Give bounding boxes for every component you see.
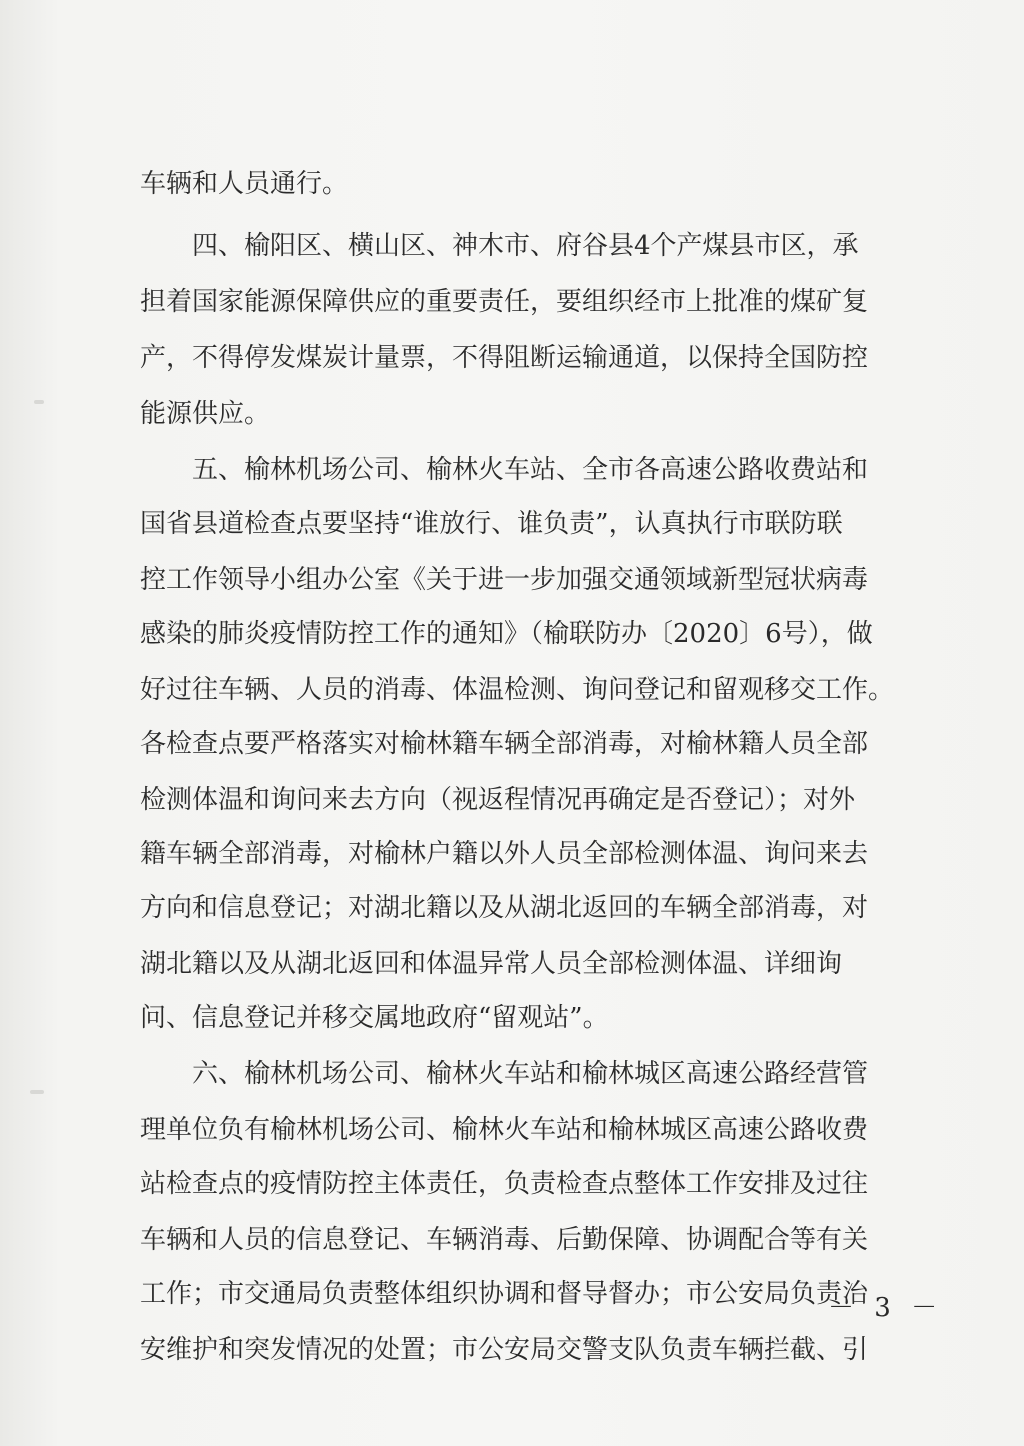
text-line: 车辆和人员的信息登记、车辆消毒、后勤保障、协调配合等有关 [140,1225,869,1255]
text-line: 理单位负有榆林机场公司、榆林火车站和榆林城区高速公路收费 [140,1115,869,1145]
text-line: 工作；市交通局负责整体组织协调和督导督办；市公安局负责治 [140,1279,869,1309]
text-line: 站检查点的疫情防控主体责任，负责检查点整体工作安排及过往 [140,1169,869,1199]
paragraph-start-line: 五、榆林机场公司、榆林火车站、全市各高速公路收费站和 [192,455,869,485]
text-line: 控工作领导小组办公室《关于进一步加强交通领域新型冠状病毒 [140,565,869,595]
text-line: 车辆和人员通行。 [140,169,349,199]
text-line: 方向和信息登记；对湖北籍以及从湖北返回的车辆全部消毒，对 [140,893,869,923]
text-line: 能源供应。 [140,399,271,429]
text-line: 各检查点要严格落实对榆林籍车辆全部消毒，对榆林籍人员全部 [140,729,869,759]
text-line: 湖北籍以及从湖北返回和体温异常人员全部检测体温、详细询 [140,949,843,979]
page-number: － 3 － [828,1293,944,1323]
text-line: 检测体温和询问来去方向（视返程情况再确定是否登记）；对外 [140,785,856,815]
text-line: 问、信息登记并移交属地政府“留观站”。 [140,1003,609,1033]
paragraph-start-line: 四、榆阳区、横山区、神木市、府谷县4个产煤县市区，承 [192,231,859,261]
text-line: 安维护和突发情况的处置；市公安局交警支队负责车辆拦截、引 [140,1335,869,1365]
scan-mark [30,1090,44,1094]
text-line: 国省县道检查点要坚持“谁放行、谁负责”，认真执行市联防联 [140,509,843,539]
text-line: 产，不得停发煤炭计量票，不得阻断运输通道，以保持全国防控 [140,343,869,373]
text-line: 感染的肺炎疫情防控工作的通知》（榆联防办〔2020〕6号），做 [140,619,873,649]
text-line: 担着国家能源保障供应的重要责任，要组织经市上批准的煤矿复 [140,287,869,317]
paragraph-start-line: 六、榆林机场公司、榆林火车站和榆林城区高速公路经营管 [192,1059,869,1089]
text-line: 好过往车辆、人员的消毒、体温检测、询问登记和留观移交工作。 [140,675,895,705]
scan-mark [34,400,44,404]
text-line: 籍车辆全部消毒，对榆林户籍以外人员全部检测体温、询问来去 [140,839,869,869]
